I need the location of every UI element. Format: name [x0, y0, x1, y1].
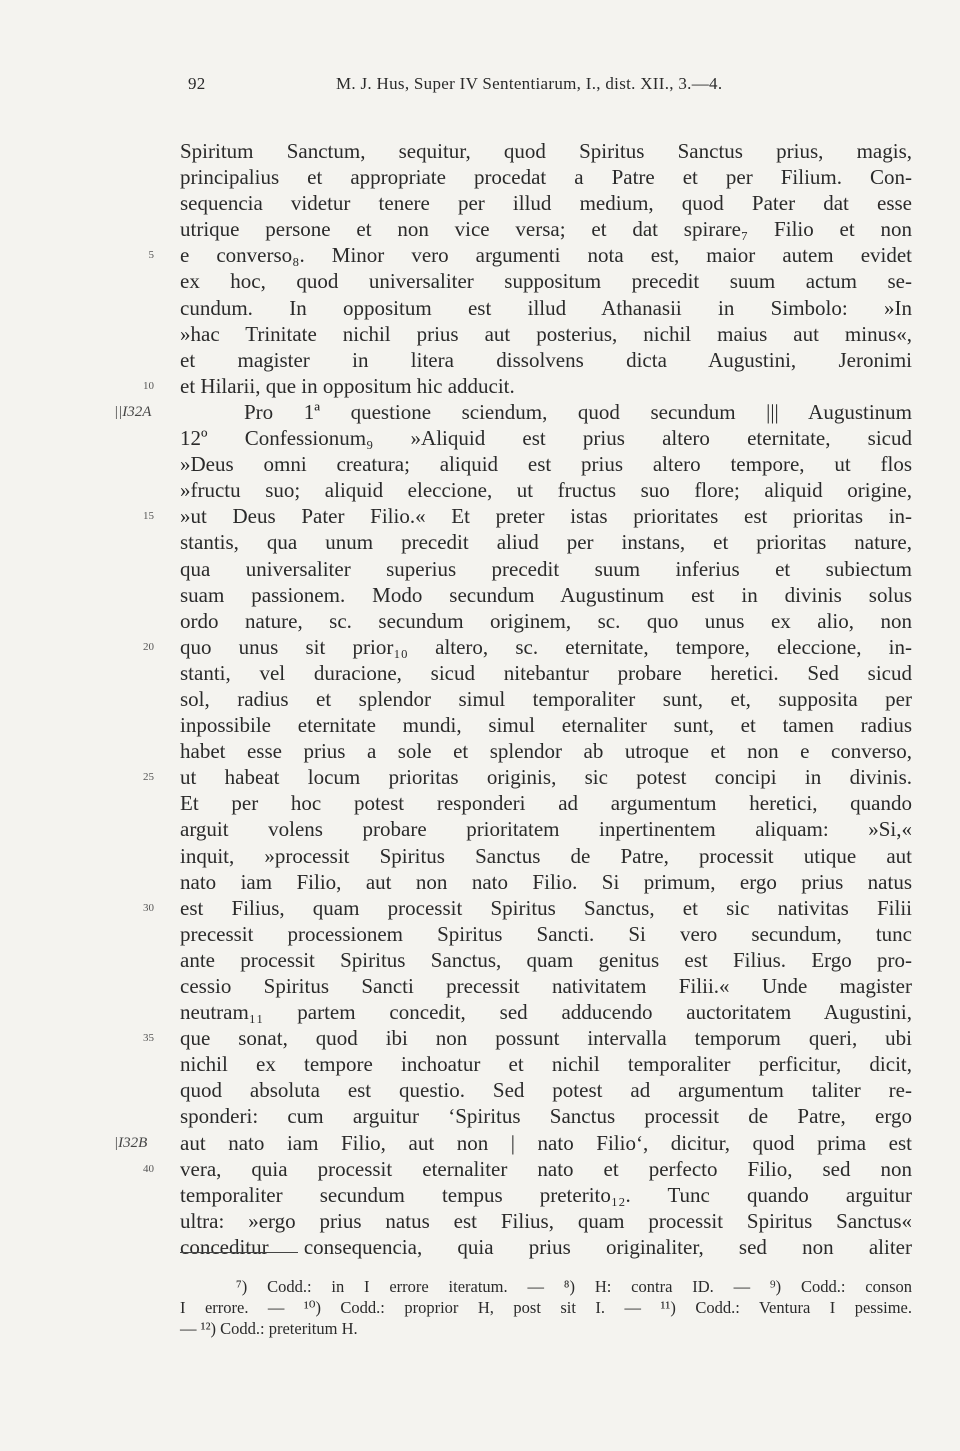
text-line	[0, 1234, 960, 1260]
line-text: quo unus sit prior₁₀ altero, sc. eternitate, tempore, eleccione, in-	[180, 634, 912, 659]
line-text: ante processit Spiritus Sanctus, quam genitus est Filius. Ergo pro-	[180, 947, 912, 972]
line-text: Spiritum Sanctum, sequitur, quod Spiritus Sanctus prius, magis,	[180, 139, 912, 163]
footnote-line: I errore. — ¹⁰) Codd.: proprior H, post sit I. — ¹¹) Codd.: Ventura I pessime.	[180, 1298, 912, 1317]
line-text: ordo nature, sc. secundum originem, sc. quo unus ex alio, non	[180, 608, 912, 633]
text-line	[0, 947, 960, 973]
running-title: M. J. Hus, Super IV Sententiarum, I., dist. XII., 3.—4.	[336, 74, 723, 93]
line-text: suam passionem. Modo secundum Augustinum est in divinis solus	[180, 582, 912, 607]
text-line	[0, 347, 960, 373]
text-line	[0, 425, 960, 451]
footnote-line: — ¹²) Codd.: preteritum H.	[180, 1319, 358, 1338]
text-line	[0, 1077, 960, 1103]
text-line	[0, 712, 960, 738]
text-line	[0, 1051, 960, 1077]
text-line	[0, 1156, 960, 1182]
line-number: 35	[143, 1032, 154, 1045]
line-text: vera, quia processit eternaliter nato et perfecto Filio, sed non	[180, 1156, 912, 1181]
line-text: »hac Trinitate nichil prius aut posterius, nichil maius aut minus«,	[180, 321, 912, 346]
text-line	[0, 242, 960, 268]
line-number: 20	[143, 640, 154, 653]
line-text: ultra: »ergo prius natus est Filius, quam processit Spiritus Sanctus«	[180, 1208, 912, 1233]
text-line	[0, 295, 960, 321]
line-text: qua universaliter superius precedit suum inferius et subiectum	[180, 556, 912, 581]
line-number: 25	[143, 771, 154, 784]
text-line	[0, 1103, 960, 1129]
text-line	[0, 373, 960, 399]
text-line	[0, 451, 960, 477]
line-text: est Filius, quam processit Spiritus Sanctus, et sic nativitas Filii	[180, 895, 912, 920]
line-number: 10	[143, 379, 154, 392]
line-text: precessit processionem Spiritus Sancti. Si vero secundum, tunc	[180, 921, 912, 946]
text-line	[0, 503, 960, 529]
text-line	[0, 477, 960, 503]
line-text: sponderi: cum arguitur ‘Spiritus Sanctus processit de Patre, ergo	[180, 1104, 912, 1129]
text-line	[0, 164, 960, 190]
line-text: et Hilarii, que in oppositum hic adducit.	[180, 373, 515, 398]
line-text: Pro 1ª questione sciendum, quod secundum ||| Augustinum	[244, 399, 912, 424]
text-line	[0, 216, 960, 242]
line-text: quod absoluta est questio. Sed potest ad argumentum taliter re-	[180, 1078, 912, 1103]
text-line	[0, 686, 960, 712]
line-text: nichil ex tempore inchoatur et nichil temporaliter perficitur, dicit,	[180, 1052, 912, 1077]
footnote-line: ⁷) Codd.: in I errore iteratum. — ⁸) H: contra ID. — ⁹) Codd.: conson	[236, 1277, 912, 1296]
text-line	[0, 921, 960, 947]
line-text: nato iam Filio, aut non nato Filio. Si primum, ergo prius natus	[180, 869, 912, 894]
line-text: que sonat, quod ibi non possunt intervalla temporum queri, ubi	[180, 1026, 912, 1051]
main-text	[0, 138, 960, 1260]
text-line	[0, 1208, 960, 1234]
text-line	[0, 138, 960, 164]
text-line	[0, 529, 960, 555]
line-text: principalius et appropriate procedat a Patre et per Filium. Con-	[180, 165, 912, 190]
text-line	[0, 660, 960, 686]
line-text: inquit, »processit Spiritus Sanctus de Patre, processit utique aut	[180, 843, 912, 868]
footnotes	[180, 1276, 912, 1339]
line-text: inpossibile eternitate mundi, simul eternaliter sunt, et tamen radius	[180, 713, 912, 738]
line-text: temporaliter secundum tempus preterito₁₂. Tunc quando arguitur	[180, 1182, 912, 1207]
line-text: arguit volens probare prioritatem inpertinentem aliquam: »Si,«	[180, 817, 912, 842]
text-line	[0, 634, 960, 660]
line-number: 5	[148, 249, 154, 262]
line-text: »ut Deus Pater Filio.« Et preter istas prioritates est prioritas in-	[180, 504, 912, 529]
text-line	[0, 895, 960, 921]
text-line	[0, 1130, 960, 1156]
line-text: habet esse prius a sole et splendor ab utroque et non e converso,	[180, 739, 912, 764]
line-number: 15	[143, 510, 154, 523]
line-text: cessio Spiritus Sancti precessit nativitatem Filii.« Unde magister	[180, 974, 912, 998]
text-line	[0, 843, 960, 869]
text-line	[0, 973, 960, 999]
text-line	[0, 1025, 960, 1051]
line-text: aut nato iam Filio, aut non | nato Filio‘, dicitur, quod prima est	[180, 1130, 912, 1155]
text-line	[0, 321, 960, 347]
text-line	[0, 556, 960, 582]
text-line	[0, 738, 960, 764]
line-number: 40	[143, 1162, 154, 1175]
running-header	[188, 74, 913, 100]
line-text: utrique persone et non vice versa; et dat spirare₇ Filio et non	[180, 217, 912, 242]
text-line	[0, 999, 960, 1025]
line-text: ex hoc, quod universaliter suppositum precedit suum actum se-	[180, 269, 912, 294]
line-text: sol, radius et splendor simul temporaliter sunt, et, supposita per	[180, 686, 912, 711]
line-text: »fructu suo; aliquid eleccione, ut fructus suo flore; aliquid origine,	[180, 478, 912, 503]
text-line	[0, 790, 960, 816]
line-text: ut habeat locum prioritas originis, sic potest concipi in divinis.	[180, 765, 912, 790]
text-line	[0, 399, 960, 425]
text-line	[0, 582, 960, 608]
text-line	[0, 1182, 960, 1208]
footnote-rule	[180, 1252, 298, 1253]
page-number: 92	[188, 74, 206, 93]
text-line	[0, 764, 960, 790]
line-text: et magister in litera dissolvens dicta Augustini, Jeronimi	[180, 347, 912, 372]
line-text: cundum. In oppositum est illud Athanasii in Simbolo: »In	[180, 295, 912, 320]
line-text: »Deus omni creatura; aliquid est prius altero tempore, ut flos	[180, 452, 912, 477]
line-text: stantis, qua unum precedit aliud per instans, et prioritas nature,	[180, 530, 912, 555]
line-text: 12º Confessionum₉ »Aliquid est prius altero eternitate, sicud	[180, 426, 912, 451]
text-line	[0, 608, 960, 634]
line-text: conceditur consequencia, quia prius originaliter, sed non aliter	[180, 1234, 912, 1259]
line-text: stanti, vel duracione, sicud nitebantur probare heretici. Sed sicud	[180, 660, 912, 685]
line-number: 30	[143, 901, 154, 914]
line-text: neutram₁₁ partem concedit, sed adducendo auctoritatem Augustini,	[180, 1000, 912, 1025]
line-text: sequencia videtur tenere per illud medium, quod Pater dat esse	[180, 191, 912, 216]
text-line	[0, 190, 960, 216]
margin-folio-mark: |I32B	[114, 1134, 148, 1151]
text-line	[0, 816, 960, 842]
line-text: Et per hoc potest responderi ad argumentum heretici, quando	[180, 791, 912, 816]
text-line	[0, 268, 960, 294]
margin-folio-mark: ||I32A	[114, 403, 152, 420]
line-text: e converso₈. Minor vero argumenti nota est, maior autem evidet	[180, 243, 912, 268]
text-line	[0, 869, 960, 895]
